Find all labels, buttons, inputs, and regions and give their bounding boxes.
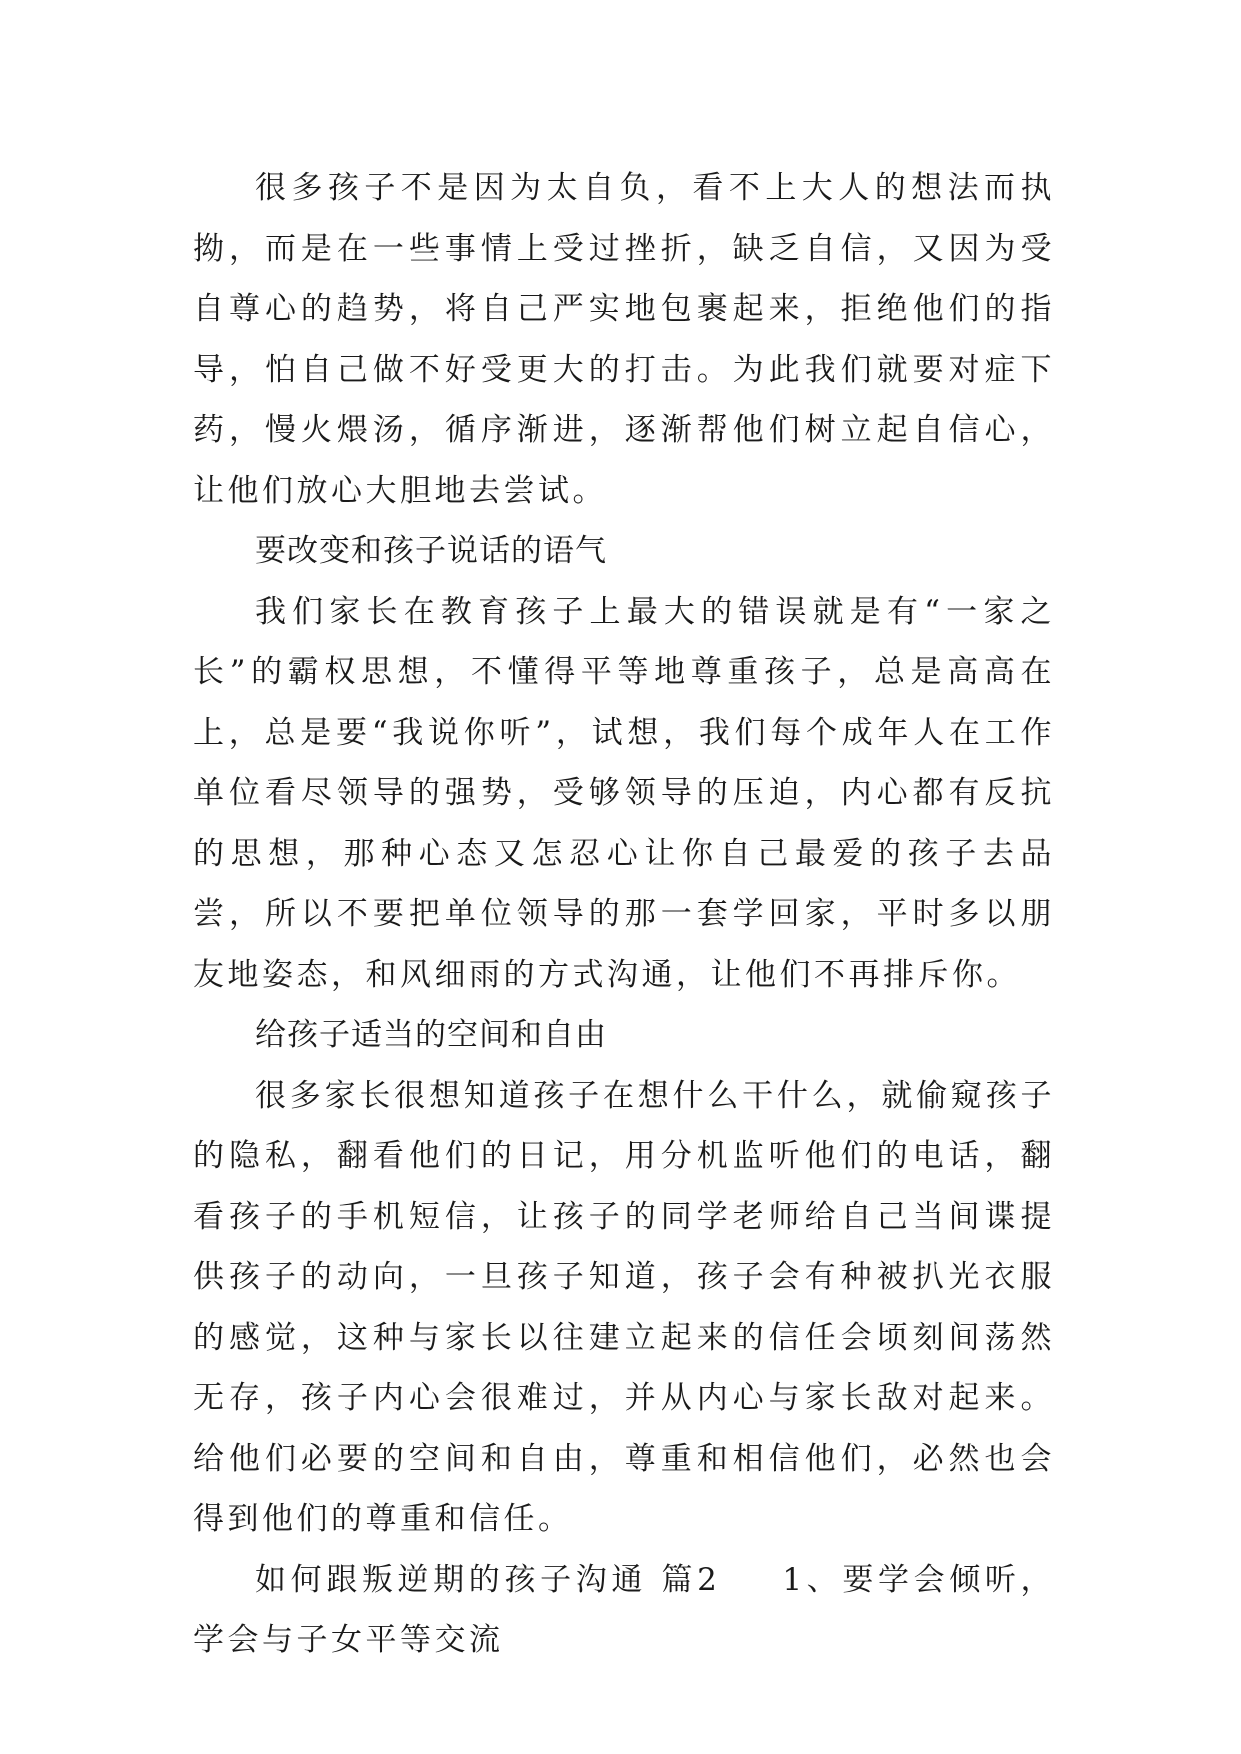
paragraph-tone: 我们家长在教育孩子上最大的错误就是有“一家之长”的霸权思想，不懂得平等地尊重孩子，总是高高在上，总是要“我说你听”，试想，我们每个成年人在工作单位看尽领导的强势，受够领导的压迫，内心都有反抗的思想，那种心态又怎忍心让你自己最爱的孩子去品尝，所以不要把单位领导的那一套学回家，平时多以朋友地姿态，和风细雨的方式沟通，让他们不再排斥你。 [193,593,1055,993]
paragraph-confidence: 很多孩子不是因为太自负，看不上大人的想法而执拗，而是在一些事情上受过挫折，缺乏自信，又因为受自尊心的趋势，将自己严实地包裹起来，拒绝他们的指导，怕自己做不好受更大的打击。为此我们就要对症下药，慢火煨汤，循序渐进，逐渐帮他们树立起自信心，让他们放心大胆地去尝试。 [193,170,1055,509]
paragraph-section-two [193,1550,1055,1671]
heading-space-freedom: 给孩子适当的空间和自由 [255,1017,607,1053]
section-title: 如何跟叛逆期的孩子沟通 篇2 [255,1561,721,1598]
document-body [193,158,1055,1671]
paragraph-privacy: 很多家长很想知道孩子在想什么干什么，就偷窥孩子的隐私，翻看他们的日记，用分机监听他们的电话，翻看孩子的手机短信，让孩子的同学老师给自己当间谍提供孩子的动向，一旦孩子知道，孩子会有种被扒光衣服的感觉，这种与家长以往建立起来的信任会顷刻间荡然无存，孩子内心会很难过，并从内心与家长敌对起来。给他们必要的空间和自由，尊重和相信他们，必然也会得到他们的尊重和信任。 [193,1077,1055,1537]
heading-change-tone: 要改变和孩子说话的语气 [255,533,607,569]
section-first-point: 1、要学会倾听，学会与子女平等交流 [193,1561,1055,1658]
